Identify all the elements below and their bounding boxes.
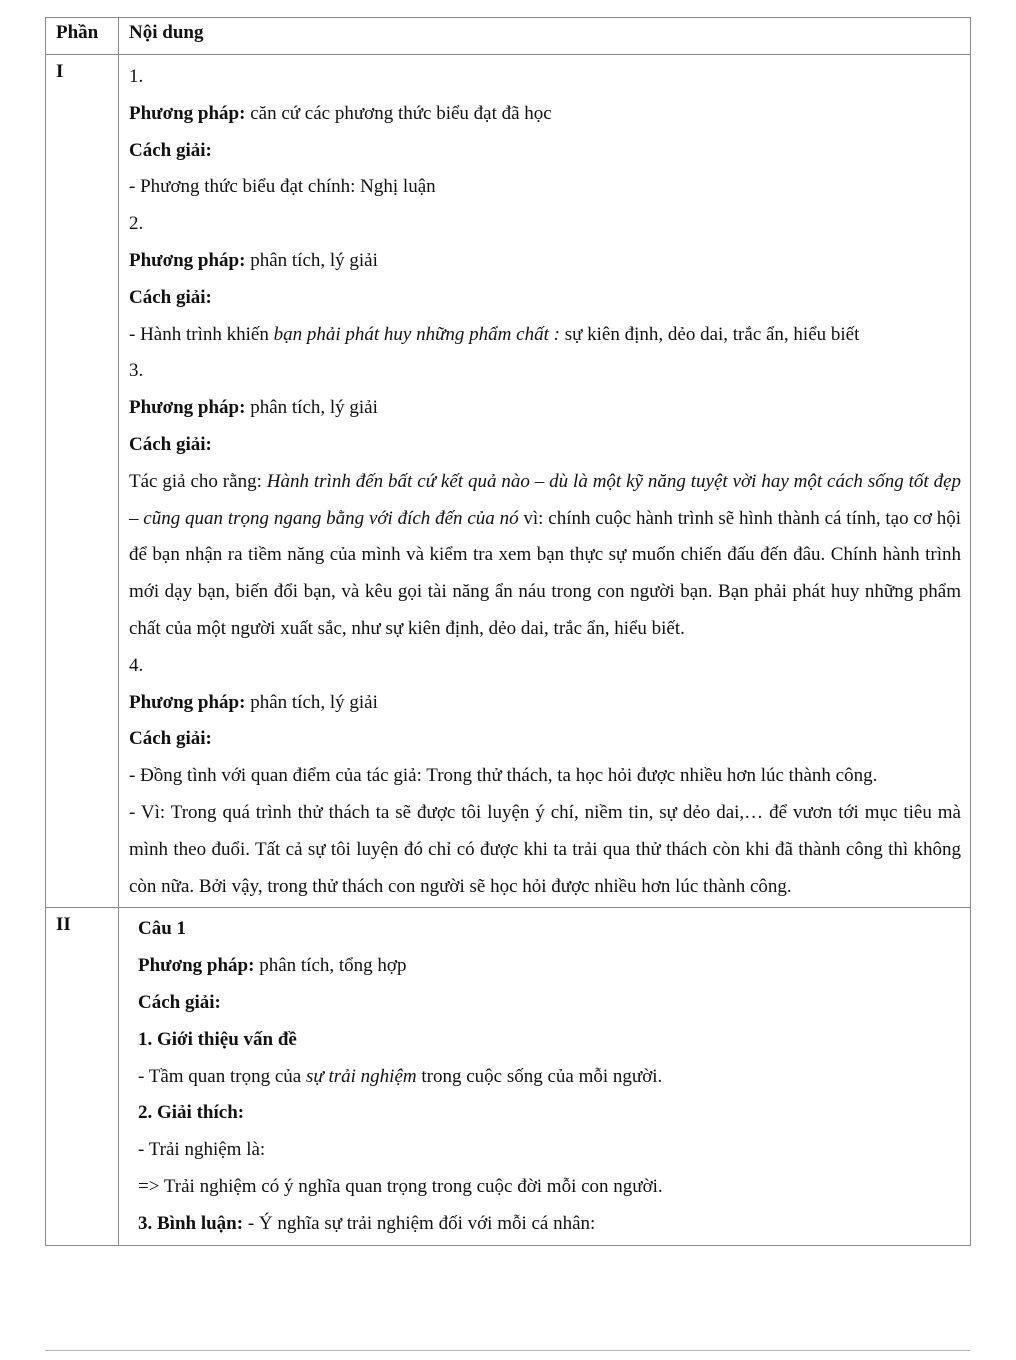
part-label-1: I <box>46 55 119 908</box>
s1-title: 1. Giới thiệu vấn đề <box>138 1028 297 1050</box>
table-row-part-1 <box>46 55 971 908</box>
q4-answer-2: - Vì: Trong quá trình thử thách ta sẽ được tôi luyện ý chí, niềm tin, sự dẻo dai,… để vươn tới mục tiêu mà mình theo đuổi. Tất cả sự tôi luyện đó chỉ có được khi ta trải qua thử thách còn khi đã thành công thì không còn nữa. Bởi vậy, trong thử thách con người sẽ học hỏi được nhiều hơn lúc thành công. <box>129 801 961 897</box>
s1-text: - Tầm quan trọng của sự trải nghiệm trong cuộc sống của mỗi người. <box>138 1065 663 1087</box>
q1-method: Phương pháp: căn cứ các phương thức biểu đạt đã học <box>129 102 552 124</box>
s2-line-1: - Trải nghiệm là: <box>138 1139 266 1161</box>
c1-title: Câu 1 <box>138 918 187 940</box>
q2-solution-label: Cách giải: <box>129 286 212 308</box>
q1-number: 1. <box>129 66 144 87</box>
q4-number: 4. <box>129 654 144 676</box>
s3-line: 3. Bình luận: - Ý nghĩa sự trải nghiệm đối với mỗi cá nhân: <box>138 1212 596 1234</box>
q2-answer: - Hành trình khiến bạn phải phát huy những phẩm chất : sự kiên định, dẻo dai, trắc ẩn, hiểu biết <box>129 323 860 345</box>
q3-answer: Tác giả cho rằng: Hành trình đến bất cứ kết quả nào – dù là một kỹ năng tuyệt vời hay một cách sống tốt đẹp – cũng quan trọng ngang bằng với đích đến của nó vì: chính cuộc hành trình sẽ hình thành cá tính, tạo cơ hội để bạn nhận ra tiềm năng của mình và kiểm tra xem bạn thực sự muốn chiến đấu đến đâu. Chính hành trình mới dạy bạn, biến đổi bạn, và kêu gọi tài năng ẩn náu trong con người bạn. Bạn phải phát huy những phẩm chất của một người xuất sắc, như sự kiên định, dẻo dai, trắc ẩn, hiểu biết. <box>129 470 962 639</box>
q3-number: 3. <box>129 360 144 382</box>
part-2-content <box>119 908 971 1245</box>
q1-answer: - Phương thức biểu đạt chính: Nghị luận <box>129 176 436 198</box>
q4-answer-1: - Đồng tình với quan điểm của tác giả: Trong thử thách, ta học hỏi được nhiều hơn lúc thành công. <box>129 765 878 787</box>
c1-method: Phương pháp: phân tích, tổng hợp <box>138 955 407 977</box>
header-content: Nội dung <box>119 18 971 55</box>
q3-method: Phương pháp: phân tích, lý giải <box>129 397 378 419</box>
table-header-row <box>46 18 971 55</box>
page-bottom-rule <box>45 1350 970 1351</box>
q3-solution-label: Cách giải: <box>129 433 212 455</box>
table-row-part-2 <box>46 908 971 1245</box>
q2-number: 2. <box>129 213 144 235</box>
q2-method: Phương pháp: phân tích, lý giải <box>129 249 378 271</box>
s2-title: 2. Giải thích: <box>138 1102 245 1124</box>
header-part: Phần <box>46 18 119 55</box>
c1-solution-label: Cách giải: <box>138 991 221 1013</box>
s2-line-2: => Trải nghiệm có ý nghĩa quan trọng trong cuộc đời mỗi con người. <box>138 1175 663 1197</box>
q4-solution-label: Cách giải: <box>129 728 212 750</box>
answer-table <box>45 17 971 1246</box>
part-label-2: II <box>46 908 119 1245</box>
q1-solution-label: Cách giải: <box>129 139 212 161</box>
q4-method: Phương pháp: phân tích, lý giải <box>129 691 378 713</box>
part-1-content <box>119 55 971 908</box>
